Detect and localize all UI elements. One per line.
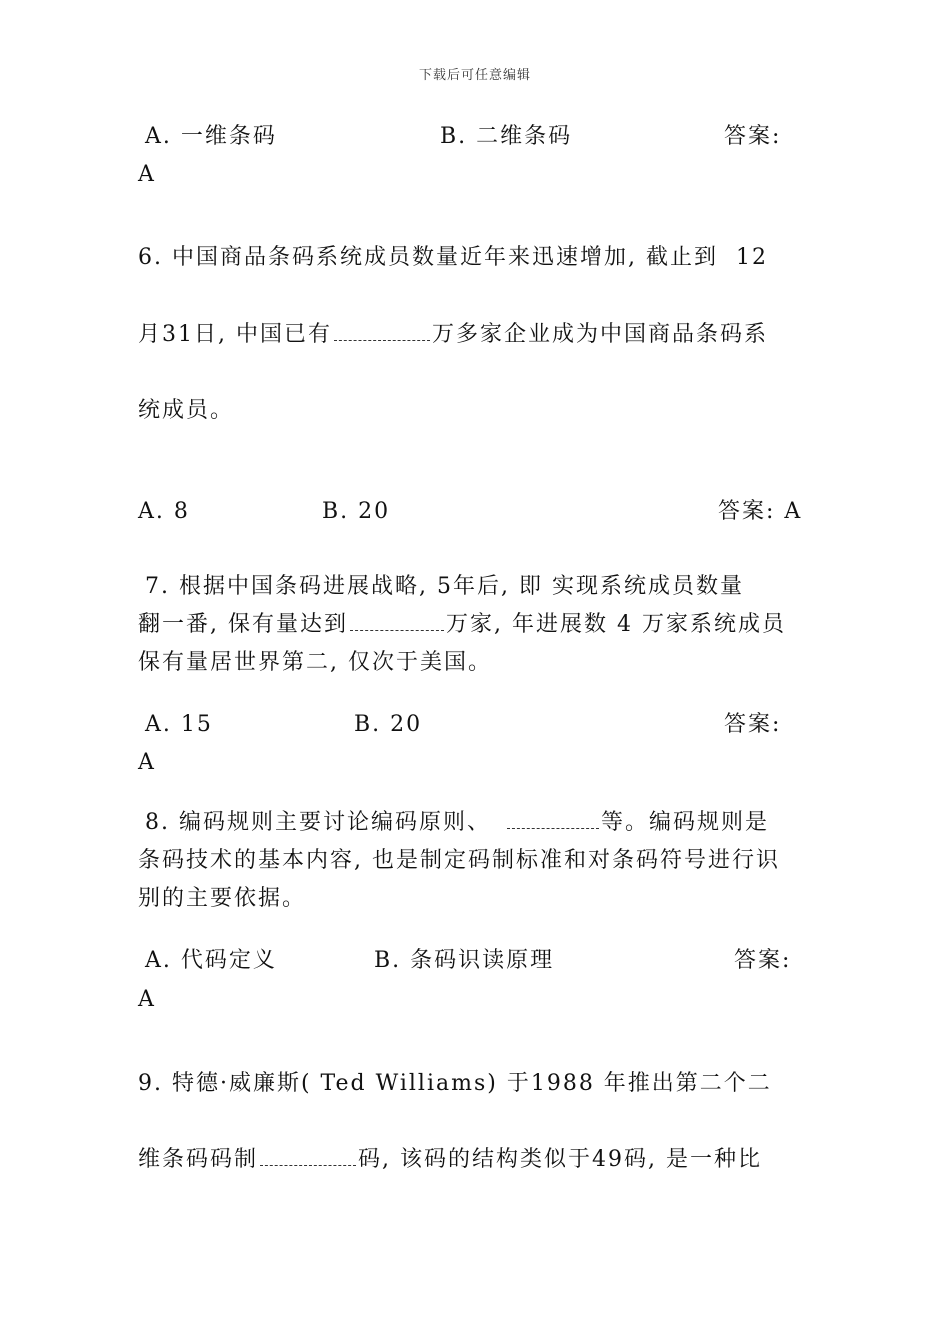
q6-blank	[334, 320, 430, 341]
q7-answer-value: A	[138, 750, 156, 775]
q7-blank	[350, 610, 444, 631]
q8-option-a: A. 代码定义	[145, 948, 277, 973]
q6-line-2	[138, 320, 768, 350]
q6-line-2-post: 万多家企业成为中国商品条码系	[431, 322, 768, 347]
q8-answer-value: A	[138, 987, 156, 1012]
q8-line-1-post: 等。编码规则是	[600, 810, 769, 835]
q9-line-1: 9. 特德·威廉斯( Ted Williams) 于1988 年推出第二个二	[138, 1071, 772, 1096]
q6-line-2-pre: 月31日, 中国已有	[138, 322, 332, 347]
q8-line-2: 条码技术的基本内容, 也是制定码制标准和对条码符号进行识	[138, 848, 780, 873]
q5-answer-value: A	[138, 162, 156, 187]
q9-line-2-post: 码, 该码的结构类似于49码, 是一种比	[358, 1147, 762, 1172]
q7-option-b: B. 20	[354, 712, 423, 737]
q6-option-a: A. 8	[138, 499, 190, 524]
q8-line-3: 别的主要依据。	[138, 886, 307, 911]
q5-option-a: A. 一维条码	[145, 124, 277, 149]
page-header: 下载后可任意编辑	[418, 68, 531, 83]
q7-line-1: 7. 根据中国条码进展战略, 5年后, 即 实现系统成员数量	[145, 574, 744, 599]
q7-line-3: 保有量居世界第二, 仅次于美国。	[138, 650, 492, 675]
q7-option-a: A. 15	[145, 712, 213, 737]
q7-line-2-pre: 翻一番, 保有量达到	[138, 612, 348, 637]
q9-line-2-pre: 维条码码制	[138, 1147, 259, 1172]
q8-answer-label: 答案:	[734, 948, 792, 973]
q5-option-b: B. 二维条码	[440, 124, 573, 149]
q8-line-1	[145, 808, 769, 838]
q5-answer-label: 答案:	[724, 124, 782, 149]
q6-line-1: 6. 中国商品条码系统成员数量近年来迅速增加, 截止到 12	[138, 245, 768, 270]
q6-line-3: 统成员。	[138, 398, 235, 423]
q8-line-1-pre: 8. 编码规则主要讨论编码原则、	[145, 810, 491, 835]
q6-option-b: B. 20	[322, 499, 391, 524]
q9-line-2	[138, 1145, 762, 1175]
q7-answer-label: 答案:	[724, 712, 782, 737]
q8-option-b: B. 条码识读原理	[374, 948, 555, 973]
q8-blank	[507, 808, 599, 829]
q9-blank	[260, 1145, 356, 1166]
q7-line-2	[138, 610, 786, 640]
q7-line-2-post: 万家, 年进展数 4 万家系统成员	[446, 612, 786, 637]
q6-answer: 答案: A	[718, 499, 803, 524]
